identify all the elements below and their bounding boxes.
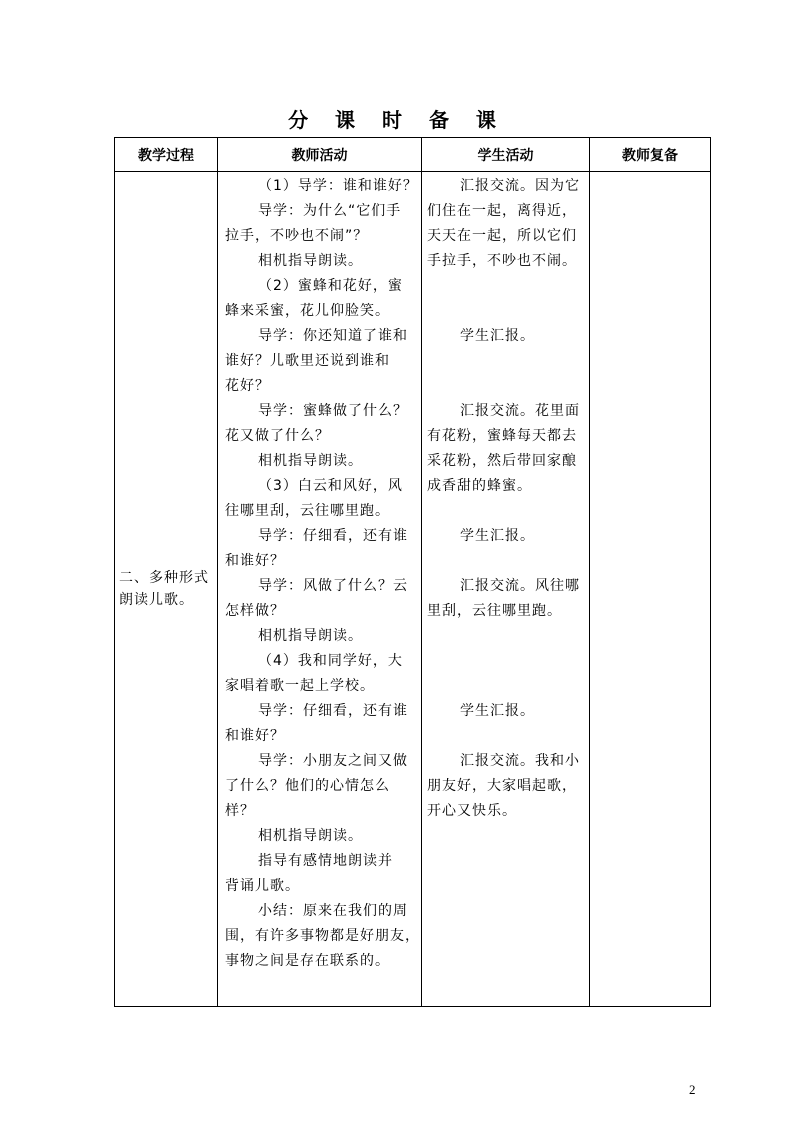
teacher-line: 相机指导朗读。 [258,828,363,844]
teacher-line: 花好？ [225,378,270,394]
student-activity-cell [422,172,590,1007]
page-title: 分 课 时 备 课 [288,108,506,132]
teacher-line: （3）白云和风好，风 [258,478,403,494]
student-line: 汇报交流。因为它 [460,178,580,194]
teacher-line: 怎样做？ [225,603,285,619]
teacher-review-cell [590,172,711,1007]
student-line: 手拉手，不吵也不闹。 [427,253,577,269]
student-line: 汇报交流。我和小 [460,753,580,769]
student-line: 学生汇报。 [460,328,535,344]
teacher-line: 小结：原来在我们的周 [258,903,408,919]
teacher-line: 背诵儿歌。 [225,878,300,894]
process-text [115,567,217,611]
teacher-line: 往哪里刮，云往哪里跑。 [225,503,390,519]
teacher-line: 导学：蜜蜂做了什么？ [258,403,408,419]
teacher-line: 蜂来采蜜，花儿仰脸笑。 [225,303,390,319]
teacher-line: 花又做了什么？ [225,428,330,444]
teacher-line: （2）蜜蜂和花好，蜜 [258,278,403,294]
process-line: 朗读儿歌。 [119,592,194,608]
student-line: 采花粉，然后带回家酿 [427,453,577,469]
process-line: 二、多种形式 [119,570,209,586]
lesson-plan-table [114,137,711,1007]
teacher-line: 相机指导朗读。 [258,628,363,644]
student-line: 天天在一起，所以它们 [427,228,577,244]
student-line: 汇报交流。花里面 [460,403,580,419]
teacher-line: 导学：风做了什么？云 [258,578,408,594]
teacher-line: 导学：仔细看，还有谁 [258,703,408,719]
process-cell [115,172,218,1007]
teacher-line: 拉手，不吵也不闹”？ [225,228,369,244]
teacher-line: 导学：为什么“它们手 [258,203,402,219]
teacher-line: 导学：你还知道了谁和 [258,328,408,344]
teacher-line: 谁好？儿歌里还说到谁和 [225,353,390,369]
header-process: 教学过程 [115,138,218,172]
student-line: 学生汇报。 [460,703,535,719]
student-line: 有花粉，蜜蜂每天都去 [427,428,577,444]
teacher-line: 了什么？他们的心情怎么 [225,778,390,794]
student-line: 成香甜的蜂蜜。 [427,478,532,494]
teacher-line: 家唱着歌一起上学校。 [225,678,375,694]
header-teacher-activity: 教师活动 [218,138,422,172]
student-line: 汇报交流。风往哪 [460,578,580,594]
student-line: 里刮，云往哪里跑。 [427,603,562,619]
teacher-line: 和谁好？ [225,553,285,569]
header-student-activity: 学生活动 [422,138,590,172]
page-number: 2 [689,1082,696,1097]
teacher-line: 相机指导朗读。 [258,253,363,269]
teacher-line: 和谁好？ [225,728,285,744]
header-teacher-review: 教师复备 [590,138,711,172]
teacher-line: 事物之间是存在联系的。 [225,953,390,969]
header-row [115,138,711,172]
teacher-line: 样？ [225,803,255,819]
teacher-line: 指导有感情地朗读并 [258,853,393,869]
teacher-line: 相机指导朗读。 [258,453,363,469]
body-row [115,172,711,1007]
student-line: 朋友好，大家唱起歌， [427,778,577,794]
student-line: 开心又快乐。 [427,803,517,819]
student-line: 学生汇报。 [460,528,535,544]
teacher-activity-cell [218,172,422,1007]
teacher-line: 导学：小朋友之间又做 [258,753,408,769]
teacher-line: 围，有许多事物都是好朋友， [225,928,420,944]
teacher-line: 导学：仔细看，还有谁 [258,528,408,544]
student-line: 们住在一起，离得近， [427,203,577,219]
teacher-line: （4）我和同学好，大 [258,653,403,669]
teacher-line: （1）导学：谁和谁好？ [258,178,418,194]
